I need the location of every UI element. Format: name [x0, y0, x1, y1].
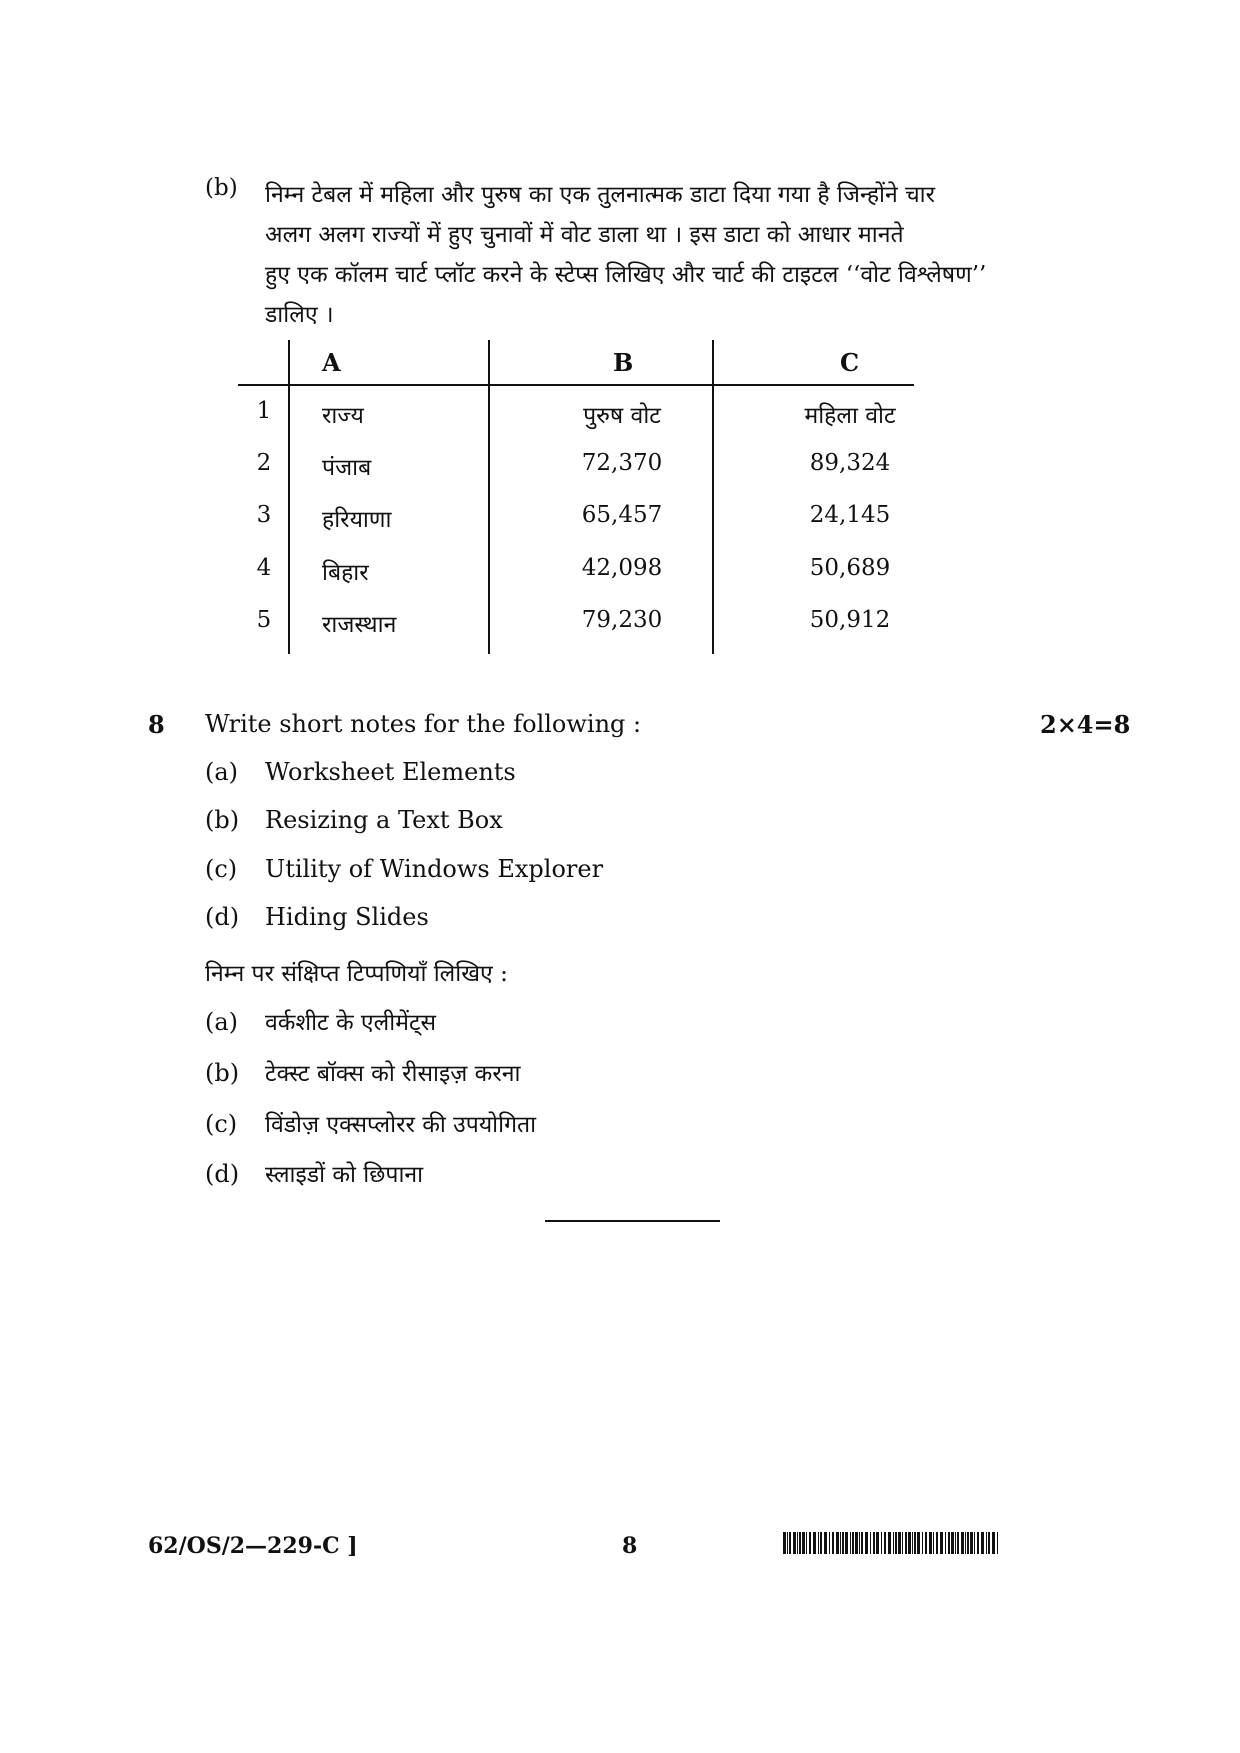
row-number: 4: [256, 555, 272, 581]
cell-b: 72,370: [581, 450, 663, 476]
cell-c: 50,689: [809, 555, 891, 581]
table-col-divider: [288, 340, 290, 654]
cell-b: 79,230: [581, 607, 663, 633]
footer-page-number: 8: [622, 1533, 638, 1559]
cell-a: राजस्थान: [322, 612, 397, 638]
item-text: Resizing a Text Box: [265, 806, 503, 834]
end-rule: [545, 1220, 720, 1222]
question-7b-line: हुए एक कॉलम चार्ट प्लॉट करने के स्टेप्स लिखिए और चार्ट की टाइटल ‘‘वोट विश्लेषण’’: [265, 262, 987, 288]
item-text: Hiding Slides: [265, 903, 429, 931]
footer-paper-code: 62/OS/2—229-C ]: [148, 1533, 358, 1559]
question-7b-line: अलग अलग राज्यों में हुए चुनावों में वोट डाला था । इस डाटा को आधार मानते: [265, 222, 904, 248]
cell-a: बिहार: [322, 560, 369, 586]
table-col-divider: [488, 340, 490, 654]
item-text: वर्कशीट के एलीमेंट्स: [265, 1010, 437, 1036]
table-header-c: C: [840, 348, 860, 377]
question-8-text: Write short notes for the following :: [205, 710, 642, 738]
item-text: टेक्स्ट बॉक्स को रीसाइज़ करना: [265, 1061, 521, 1087]
cell-a: पंजाब: [322, 455, 372, 481]
item-label: (d): [205, 1160, 240, 1188]
item-text: Utility of Windows Explorer: [265, 855, 604, 883]
cell-a: हरियाणा: [322, 507, 392, 533]
item-label: (c): [205, 855, 238, 883]
question-7b-text: [265, 175, 1065, 335]
question-8-marks: 2×4=8: [1040, 710, 1131, 739]
row-number: 2: [256, 450, 272, 476]
vote-data-table: [238, 340, 918, 660]
cell-c: 89,324: [809, 450, 891, 476]
question-8-hindi-intro: निम्न पर संक्षिप्त टिप्पणियाँ लिखिए :: [205, 961, 508, 987]
question-7b-label: (b): [205, 175, 238, 201]
cell-b: पुरुष वोट: [583, 403, 661, 429]
cell-c: 50,912: [809, 607, 891, 633]
item-label: (a): [205, 758, 239, 786]
item-text: विंडोज़ एक्सप्लोरर की उपयोगिता: [265, 1112, 537, 1138]
q8-item-en: [205, 758, 516, 786]
question-7b-line: डालिए ।: [265, 302, 334, 328]
row-number: 1: [256, 398, 272, 424]
cell-a: राज्य: [322, 403, 364, 429]
table-header-b: B: [613, 348, 634, 377]
q8-item-hi: [205, 1056, 520, 1088]
cell-c: 24,145: [809, 502, 891, 528]
q8-item-hi: [205, 1005, 436, 1037]
row-number: 3: [256, 502, 272, 528]
question-7b-line: निम्न टेबल में महिला और पुरुष का एक तुलनात्मक डाटा दिया गया है जिन्होंने चार: [265, 182, 936, 208]
q8-item-hi: [205, 1157, 423, 1189]
barcode-icon: [783, 1532, 1001, 1554]
table-header-rule: [238, 384, 914, 386]
table-header-a: A: [322, 348, 341, 377]
item-label: (b): [205, 806, 240, 834]
row-number: 5: [256, 607, 272, 633]
item-text: Worksheet Elements: [265, 758, 516, 786]
cell-c: महिला वोट: [804, 403, 896, 429]
item-label: (b): [205, 1059, 240, 1087]
question-8-number: 8: [148, 710, 165, 739]
q8-item-en: [205, 903, 429, 931]
item-label: (a): [205, 1008, 239, 1036]
q8-item-en: [205, 855, 603, 883]
cell-b: 42,098: [581, 555, 663, 581]
item-text: स्लाइडों को छिपाना: [265, 1162, 424, 1188]
q8-item-en: [205, 806, 503, 834]
table-col-divider: [712, 340, 714, 654]
q8-item-hi: [205, 1107, 536, 1139]
item-label: (c): [205, 1110, 238, 1138]
cell-b: 65,457: [581, 502, 663, 528]
item-label: (d): [205, 903, 240, 931]
